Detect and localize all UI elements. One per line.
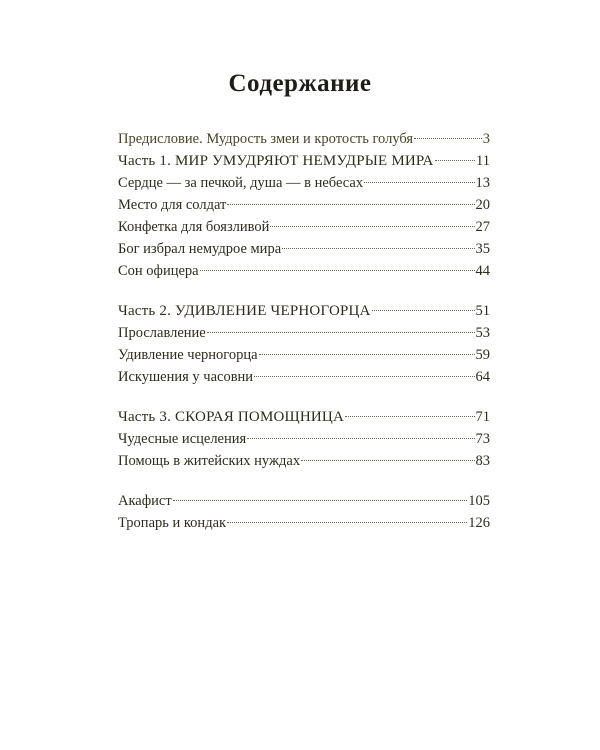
dot-leader <box>254 376 474 377</box>
toc-entry-page: 73 <box>475 431 490 447</box>
toc-entry-page: 53 <box>475 325 490 341</box>
toc-part-page: 51 <box>475 303 490 319</box>
toc-entry-label: Бог избрал немудрое мира <box>118 241 282 257</box>
dot-leader <box>173 500 468 501</box>
dot-leader <box>259 354 475 355</box>
dot-leader <box>282 248 474 249</box>
toc-part-label: Часть 2. УДИВЛЕНИЕ ЧЕРНОГОРЦА <box>118 303 371 319</box>
dot-leader <box>200 270 475 271</box>
dot-leader <box>247 438 474 439</box>
toc-entry-page: 64 <box>475 369 490 385</box>
section-gap <box>118 282 490 300</box>
toc-entry[interactable] <box>118 450 490 472</box>
toc-entry-page: 20 <box>475 197 490 213</box>
table-of-contents <box>118 128 490 534</box>
toc-entry[interactable] <box>118 194 490 216</box>
toc-entry-page: 105 <box>468 493 490 509</box>
toc-entry-page: 83 <box>475 453 490 469</box>
toc-entry-label: Акафист <box>118 493 172 509</box>
toc-entry-troparion[interactable] <box>118 512 490 534</box>
toc-part-2[interactable] <box>118 300 490 322</box>
toc-entry[interactable] <box>118 366 490 388</box>
toc-part-label: Часть 1. МИР УМУДРЯЮТ НЕМУДРЫЕ МИРА <box>118 153 434 169</box>
toc-entry[interactable] <box>118 322 490 344</box>
toc-entry-label: Искушения у часовни <box>118 369 254 385</box>
toc-part-1[interactable] <box>118 150 490 172</box>
dot-leader <box>301 460 474 461</box>
dot-leader <box>364 182 474 183</box>
page-title: Содержание <box>228 70 372 97</box>
toc-entry[interactable] <box>118 238 490 260</box>
toc-entry-label: Конфетка для боязливой <box>118 219 270 235</box>
dot-leader <box>372 310 475 311</box>
toc-entry-label: Удивление черногорца <box>118 347 258 363</box>
toc-entry-label: Помощь в житейских нуждах <box>118 453 301 469</box>
toc-part-page: 71 <box>475 409 490 425</box>
dot-leader <box>345 416 475 417</box>
toc-entry-label: Предисловие. Мудрость змеи и кротость голубя <box>118 131 414 147</box>
toc-entry-preface[interactable] <box>118 128 490 150</box>
toc-entry-page: 44 <box>475 263 490 279</box>
toc-entry[interactable] <box>118 428 490 450</box>
dot-leader <box>227 204 474 205</box>
toc-entry[interactable] <box>118 344 490 366</box>
toc-entry-akathist[interactable] <box>118 490 490 512</box>
toc-entry-page: 3 <box>482 131 490 147</box>
dot-leader <box>270 226 474 227</box>
toc-entry-page: 35 <box>475 241 490 257</box>
toc-entry-label: Прославление <box>118 325 206 341</box>
toc-entry[interactable] <box>118 216 490 238</box>
toc-entry-label: Чудесные исцеления <box>118 431 247 447</box>
toc-part-3[interactable] <box>118 406 490 428</box>
toc-entry-page: 126 <box>468 515 490 531</box>
toc-entry-page: 13 <box>475 175 490 191</box>
toc-entry[interactable] <box>118 260 490 282</box>
toc-entry-label: Тропарь и кондак <box>118 515 227 531</box>
toc-entry-label: Сердце — за печкой, душа — в небесах <box>118 175 364 191</box>
toc-entry[interactable] <box>118 172 490 194</box>
toc-entry-page: 59 <box>475 347 490 363</box>
section-gap <box>118 472 490 490</box>
toc-entry-label: Сон офицера <box>118 263 199 279</box>
toc-entry-page: 27 <box>475 219 490 235</box>
toc-part-label: Часть 3. СКОРАЯ ПОМОЩНИЦА <box>118 409 344 425</box>
dot-leader <box>207 332 475 333</box>
dot-leader <box>414 138 482 139</box>
section-gap <box>118 388 490 406</box>
toc-entry-label: Место для солдат <box>118 197 227 213</box>
dot-leader <box>227 522 467 523</box>
toc-part-page: 11 <box>476 153 490 169</box>
dot-leader <box>435 160 475 161</box>
